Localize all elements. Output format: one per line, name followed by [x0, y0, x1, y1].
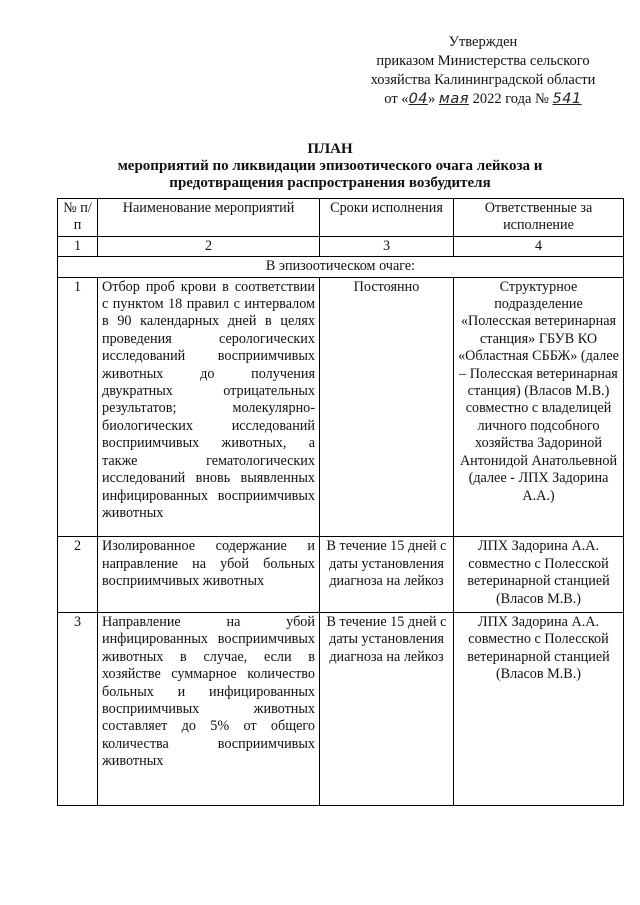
row-resp: ЛПХ Задорина А.А. совместно с Полесской ветеринарной станцией (Власов М.В.): [454, 537, 624, 613]
row-name: Направление на убой инфицированных восприимчивых животных в случае, если в хозяйстве суммарное количество больных и инфицированных восприимчивых животных составляет до 5% от общего количества восприимчивых животных: [98, 612, 320, 805]
section-label: В эпизоотическом очаге:: [58, 257, 624, 277]
approval-date-line: [352, 90, 614, 109]
row-term: Постоянно: [320, 277, 454, 537]
row-term: В течение 15 дней с даты установления диагноза на лейкоз: [320, 537, 454, 613]
plan-title: ПЛАН: [307, 141, 353, 157]
date-year: 2022 года №: [472, 91, 549, 107]
row-num: 3: [58, 612, 98, 805]
header-name: Наименование мероприятий: [98, 199, 320, 237]
plan-table: [57, 198, 624, 806]
row-name: Изолированное содержание и направление на убой больных восприимчивых животных: [98, 537, 320, 613]
header-resp: Ответственные за исполнение: [454, 199, 624, 237]
row-name: Отбор проб крови в соответствии с пунктом 18 правил с интервалом в 90 календарных дней в целях проведения серологических исследований восприимчивых животных до получения двукратных отрицательных результатов; молекулярно-биологических исследований восприимчивых животных, а также гематологических исследований вновь выявленных инфицированных восприимчивых животных: [98, 277, 320, 537]
row-term: В течение 15 дней с даты установления диагноза на лейкоз: [320, 612, 454, 805]
date-prefix: от «: [384, 91, 409, 107]
table-index-row: [58, 236, 624, 256]
row-resp: Структурное подразделение «Полесская ветеринарная станция» ГБУВ КО «Областная СББЖ» (далее – Полесская ветеринарная станция) (Власов М.В.) совместно с владелицей личного подсобного хозяйства Задориной Антонидой Анатольевной (далее - ЛПХ Задорина А.А.): [454, 277, 624, 537]
row-num: 1: [58, 277, 98, 537]
table-row: [58, 612, 624, 805]
index-cell: 4: [454, 236, 624, 256]
header-num: № п/п: [58, 199, 98, 237]
approval-block: [352, 33, 614, 109]
section-row: [58, 257, 624, 277]
plan-subtitle-line-2: предотвращения распространения возбудителя: [169, 175, 491, 191]
header-term: Сроки исполнения: [320, 199, 454, 237]
date-month: мая: [438, 91, 469, 107]
index-cell: 1: [58, 236, 98, 256]
order-number: 541: [552, 91, 582, 107]
row-resp: ЛПХ Задорина А.А. совместно с Полесской ветеринарной станцией (Власов М.В.): [454, 612, 624, 805]
approval-line-1: Утвержден: [448, 34, 518, 50]
table-header-row: [58, 199, 624, 237]
row-num: 2: [58, 537, 98, 613]
index-cell: 3: [320, 236, 454, 256]
index-cell: 2: [98, 236, 320, 256]
approval-line-2: приказом Министерства сельского: [376, 53, 590, 69]
plan-subtitle: [60, 158, 600, 192]
approval-line-3: хозяйства Калининградской области: [370, 72, 596, 88]
date-day: 04: [408, 91, 429, 107]
date-mid: »: [428, 91, 436, 107]
table-row: [58, 277, 624, 537]
table-row: [58, 537, 624, 613]
plan-subtitle-line-1: мероприятий по ликвидации эпизоотического очага лейкоза и: [117, 158, 543, 174]
